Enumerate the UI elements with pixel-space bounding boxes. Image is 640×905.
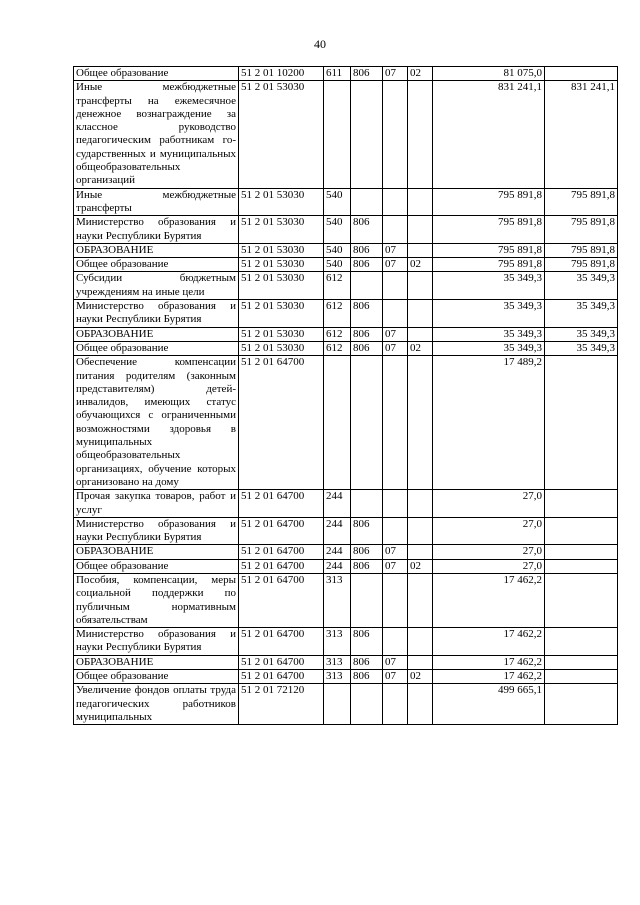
cell-expense-type: 313: [324, 655, 351, 669]
table-row: [74, 67, 618, 81]
cell-amount: 35 349,3: [433, 341, 545, 355]
cell-expense-type: 612: [324, 272, 351, 300]
cell-amount-federal: [545, 573, 618, 627]
cell-name: Министерство образования и науки Республики Бурятия: [74, 216, 239, 244]
cell-section: [383, 188, 408, 216]
cell-name: Увеличение фондов оплаты труда педагогических работников муниципальных: [74, 684, 239, 725]
cell-section: 07: [383, 670, 408, 684]
table-row: [74, 258, 618, 272]
cell-ministry-code: [351, 188, 383, 216]
table-row: [74, 81, 618, 188]
cell-subsection: [408, 300, 433, 328]
cell-expense-type: 540: [324, 258, 351, 272]
table-row: [74, 188, 618, 216]
cell-amount: 81 075,0: [433, 67, 545, 81]
cell-ministry-code: 806: [351, 300, 383, 328]
cell-target-article: 51 2 01 53030: [239, 188, 324, 216]
cell-amount-federal: 795 891,8: [545, 243, 618, 257]
cell-amount-federal: [545, 655, 618, 669]
table-row: [74, 573, 618, 627]
table-row: [74, 490, 618, 518]
cell-target-article: 51 2 01 53030: [239, 216, 324, 244]
cell-section: [383, 300, 408, 328]
cell-subsection: [408, 573, 433, 627]
cell-subsection: [408, 356, 433, 490]
cell-amount: 17 462,2: [433, 655, 545, 669]
cell-subsection: [408, 216, 433, 244]
cell-amount-federal: [545, 490, 618, 518]
cell-amount: 795 891,8: [433, 258, 545, 272]
cell-ministry-code: 806: [351, 559, 383, 573]
cell-section: [383, 490, 408, 518]
cell-subsection: 02: [408, 258, 433, 272]
cell-target-article: 51 2 01 53030: [239, 272, 324, 300]
cell-target-article: 51 2 01 10200: [239, 67, 324, 81]
table-row: [74, 559, 618, 573]
cell-amount-federal: [545, 628, 618, 656]
cell-section: 07: [383, 67, 408, 81]
cell-ministry-code: 806: [351, 243, 383, 257]
table-row: [74, 272, 618, 300]
cell-name: ОБРАЗОВАНИЕ: [74, 327, 239, 341]
table-row: [74, 655, 618, 669]
cell-section: 07: [383, 243, 408, 257]
cell-section: 07: [383, 655, 408, 669]
cell-expense-type: 313: [324, 628, 351, 656]
table-row: [74, 356, 618, 490]
cell-amount: 795 891,8: [433, 243, 545, 257]
cell-name: Общее образование: [74, 670, 239, 684]
cell-ministry-code: 806: [351, 628, 383, 656]
cell-subsection: [408, 517, 433, 545]
table-row: [74, 300, 618, 328]
cell-ministry-code: 806: [351, 327, 383, 341]
cell-expense-type: 244: [324, 559, 351, 573]
cell-amount-federal: 35 349,3: [545, 327, 618, 341]
cell-amount-federal: [545, 517, 618, 545]
cell-subsection: [408, 188, 433, 216]
table-row: [74, 517, 618, 545]
cell-section: [383, 517, 408, 545]
cell-target-article: 51 2 01 53030: [239, 243, 324, 257]
cell-section: [383, 356, 408, 490]
cell-subsection: 02: [408, 559, 433, 573]
cell-subsection: 02: [408, 67, 433, 81]
cell-ministry-code: [351, 684, 383, 725]
cell-target-article: 51 2 01 72120: [239, 684, 324, 725]
cell-subsection: [408, 655, 433, 669]
cell-subsection: [408, 272, 433, 300]
cell-subsection: [408, 327, 433, 341]
cell-ministry-code: [351, 356, 383, 490]
cell-subsection: 02: [408, 670, 433, 684]
cell-amount: 499 665,1: [433, 684, 545, 725]
cell-expense-type: 540: [324, 243, 351, 257]
cell-section: [383, 216, 408, 244]
cell-subsection: [408, 243, 433, 257]
cell-expense-type: 313: [324, 573, 351, 627]
cell-amount-federal: 35 349,3: [545, 272, 618, 300]
cell-section: 07: [383, 559, 408, 573]
cell-target-article: 51 2 01 64700: [239, 655, 324, 669]
cell-ministry-code: 806: [351, 258, 383, 272]
cell-amount-federal: 831 241,1: [545, 81, 618, 188]
cell-amount: 27,0: [433, 517, 545, 545]
cell-amount: 17 462,2: [433, 628, 545, 656]
cell-name: Министерство образования и науки Республики Бурятия: [74, 517, 239, 545]
cell-target-article: 51 2 01 53030: [239, 258, 324, 272]
cell-amount-federal: 35 349,3: [545, 300, 618, 328]
cell-section: [383, 684, 408, 725]
table-row: [74, 327, 618, 341]
cell-expense-type: [324, 356, 351, 490]
cell-amount-federal: 795 891,8: [545, 188, 618, 216]
cell-section: [383, 573, 408, 627]
table-row: [74, 628, 618, 656]
table-row: [74, 341, 618, 355]
cell-name: Иные межбюджетные трансферты: [74, 188, 239, 216]
cell-amount: 27,0: [433, 545, 545, 559]
cell-target-article: 51 2 01 64700: [239, 670, 324, 684]
cell-target-article: 51 2 01 53030: [239, 327, 324, 341]
cell-name: ОБРАЗОВАНИЕ: [74, 545, 239, 559]
cell-amount-federal: [545, 67, 618, 81]
cell-amount: 35 349,3: [433, 327, 545, 341]
table-row: [74, 243, 618, 257]
cell-target-article: 51 2 01 53030: [239, 300, 324, 328]
cell-target-article: 51 2 01 64700: [239, 517, 324, 545]
cell-name: Обеспечение компенсации питания родителям (законным представителям) детей-инвалидов, имеющих статус обучающихся с ограниченными возможностями здоровья в муниципальных общеобразовательных организациях, обучение которых организовано на дому: [74, 356, 239, 490]
cell-amount-federal: [545, 545, 618, 559]
cell-expense-type: 612: [324, 341, 351, 355]
cell-amount-federal: [545, 559, 618, 573]
cell-amount: 831 241,1: [433, 81, 545, 188]
cell-expense-type: 611: [324, 67, 351, 81]
cell-name: Субсидии бюджетным учреждениям на иные цели: [74, 272, 239, 300]
cell-ministry-code: [351, 490, 383, 518]
cell-amount: 17 462,2: [433, 670, 545, 684]
cell-amount: 35 349,3: [433, 272, 545, 300]
cell-amount: 17 489,2: [433, 356, 545, 490]
cell-subsection: [408, 545, 433, 559]
budget-table: [73, 66, 618, 725]
cell-subsection: [408, 684, 433, 725]
cell-amount: 795 891,8: [433, 188, 545, 216]
cell-amount-federal: 35 349,3: [545, 341, 618, 355]
cell-expense-type: 612: [324, 327, 351, 341]
cell-amount-federal: [545, 356, 618, 490]
cell-section: [383, 628, 408, 656]
cell-target-article: 51 2 01 64700: [239, 545, 324, 559]
cell-ministry-code: 806: [351, 341, 383, 355]
cell-ministry-code: 806: [351, 216, 383, 244]
cell-expense-type: 244: [324, 545, 351, 559]
cell-expense-type: 244: [324, 517, 351, 545]
table-row: [74, 545, 618, 559]
cell-name: Министерство образования и науки Республики Бурятия: [74, 628, 239, 656]
cell-expense-type: [324, 684, 351, 725]
cell-target-article: 51 2 01 64700: [239, 490, 324, 518]
cell-amount: 35 349,3: [433, 300, 545, 328]
cell-ministry-code: 806: [351, 517, 383, 545]
cell-name: Министерство образования и науки Республики Бурятия: [74, 300, 239, 328]
cell-expense-type: 612: [324, 300, 351, 328]
cell-section: 07: [383, 258, 408, 272]
cell-section: 07: [383, 341, 408, 355]
table-row: [74, 684, 618, 725]
cell-target-article: 51 2 01 64700: [239, 559, 324, 573]
cell-target-article: 51 2 01 64700: [239, 356, 324, 490]
cell-subsection: 02: [408, 341, 433, 355]
cell-name: Иные межбюджетные трансферты на ежемесячное денежное вознаграждение за классное руководство педагогическим работникам го-сударственных и муниципальных общеобразовательных организаций: [74, 81, 239, 188]
cell-target-article: 51 2 01 53030: [239, 341, 324, 355]
cell-expense-type: 244: [324, 490, 351, 518]
cell-expense-type: 540: [324, 188, 351, 216]
cell-ministry-code: 806: [351, 670, 383, 684]
cell-amount-federal: 795 891,8: [545, 258, 618, 272]
cell-expense-type: 313: [324, 670, 351, 684]
cell-amount: 17 462,2: [433, 573, 545, 627]
cell-section: 07: [383, 545, 408, 559]
cell-name: Прочая закупка товаров, работ и услуг: [74, 490, 239, 518]
cell-subsection: [408, 490, 433, 518]
cell-subsection: [408, 81, 433, 188]
cell-subsection: [408, 628, 433, 656]
cell-amount-federal: [545, 670, 618, 684]
cell-ministry-code: [351, 272, 383, 300]
cell-name: Общее образование: [74, 559, 239, 573]
cell-name: Общее образование: [74, 258, 239, 272]
cell-name: Общее образование: [74, 341, 239, 355]
cell-target-article: 51 2 01 64700: [239, 628, 324, 656]
cell-amount-federal: 795 891,8: [545, 216, 618, 244]
cell-expense-type: 540: [324, 216, 351, 244]
cell-name: ОБРАЗОВАНИЕ: [74, 243, 239, 257]
cell-amount: 27,0: [433, 490, 545, 518]
cell-section: [383, 272, 408, 300]
cell-amount-federal: [545, 684, 618, 725]
cell-section: 07: [383, 327, 408, 341]
cell-name: Общее образование: [74, 67, 239, 81]
cell-target-article: 51 2 01 53030: [239, 81, 324, 188]
cell-ministry-code: 806: [351, 67, 383, 81]
cell-section: [383, 81, 408, 188]
cell-target-article: 51 2 01 64700: [239, 573, 324, 627]
cell-amount: 27,0: [433, 559, 545, 573]
cell-ministry-code: [351, 81, 383, 188]
budget-table-body: [74, 67, 618, 725]
cell-expense-type: [324, 81, 351, 188]
cell-ministry-code: [351, 573, 383, 627]
page-number: 40: [314, 37, 326, 51]
cell-amount: 795 891,8: [433, 216, 545, 244]
cell-name: Пособия, компенсации, меры социальной поддержки по публичным нормативным обязательствам: [74, 573, 239, 627]
table-row: [74, 670, 618, 684]
cell-ministry-code: 806: [351, 545, 383, 559]
cell-ministry-code: 806: [351, 655, 383, 669]
table-row: [74, 216, 618, 244]
cell-name: ОБРАЗОВАНИЕ: [74, 655, 239, 669]
